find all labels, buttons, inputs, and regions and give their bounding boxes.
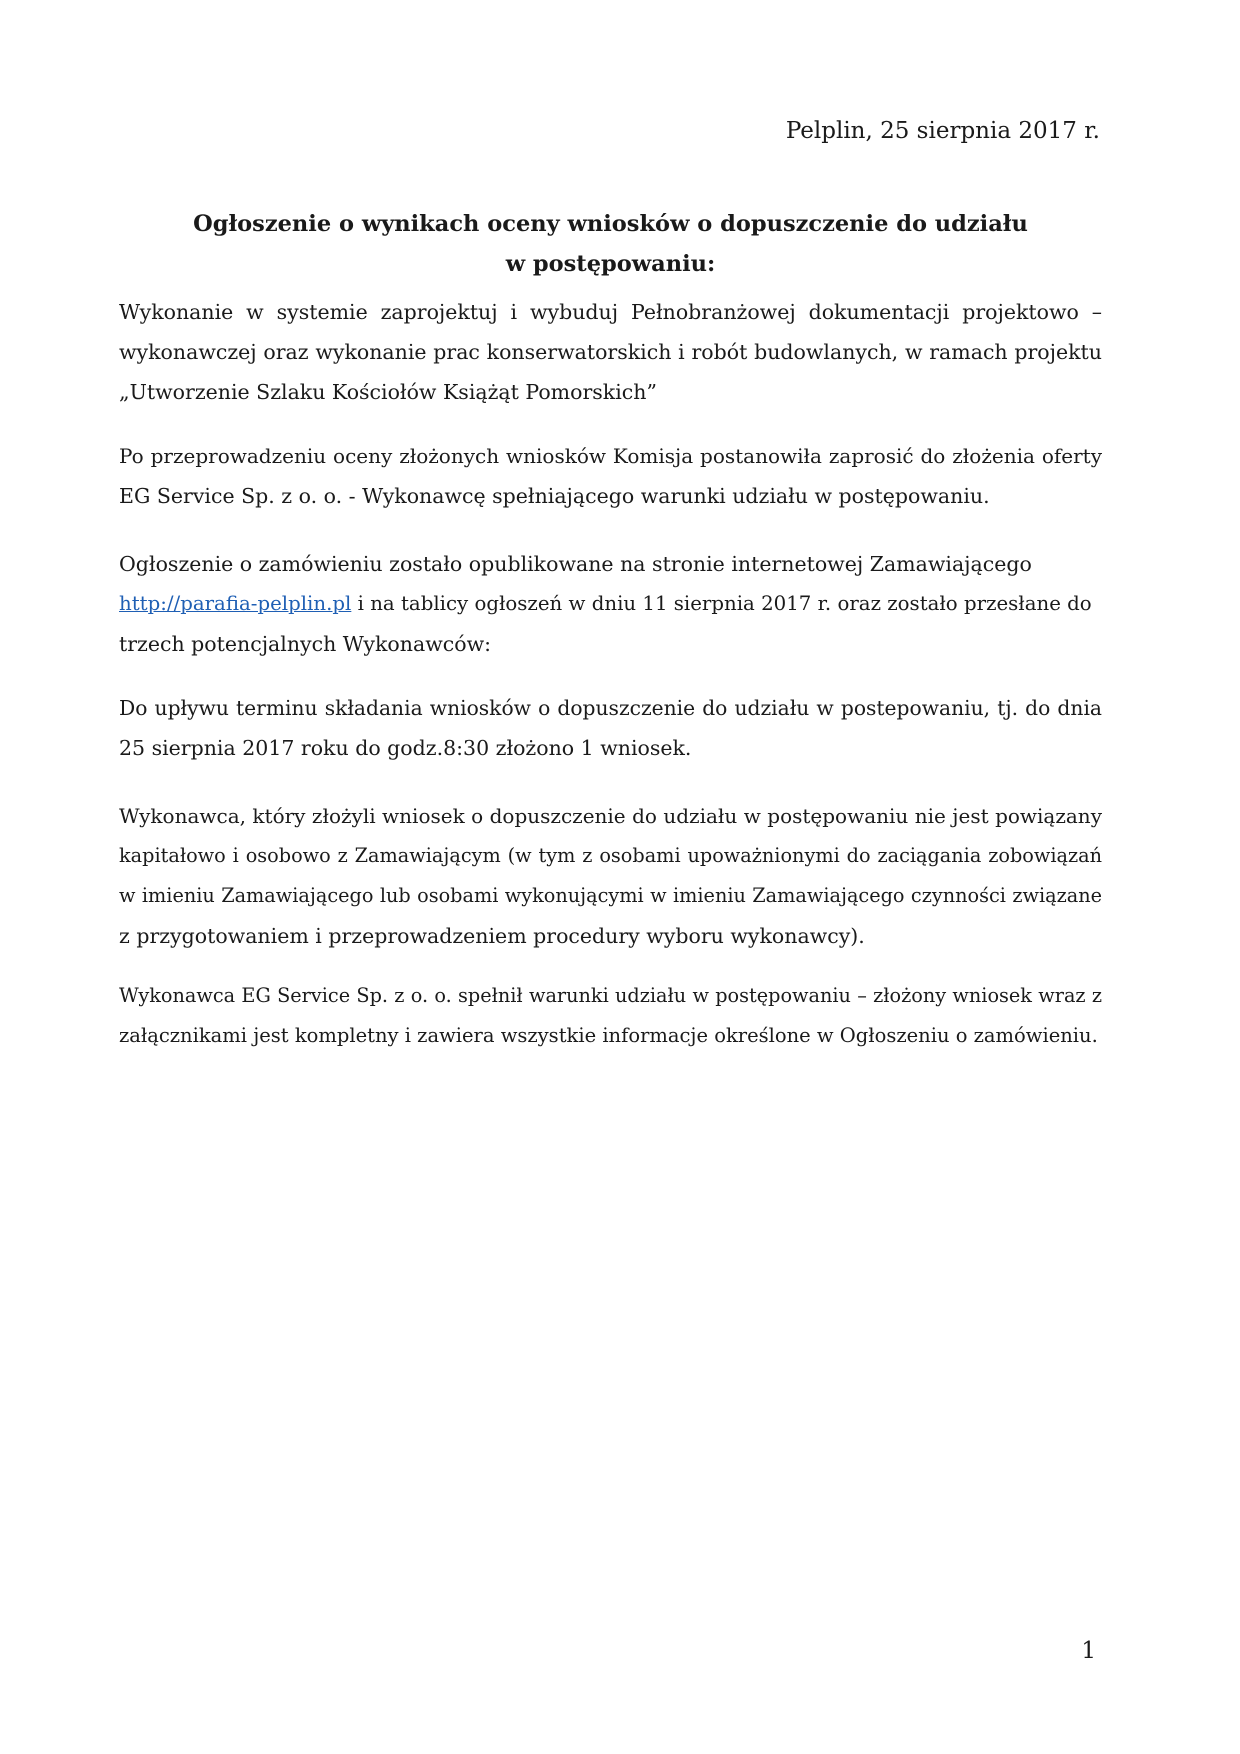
title-line-2: w postępowaniu: [505, 251, 716, 277]
deadline-line-2: 25 sierpnia 2017 roku do godz.8:30 złożono 1 wniosek. [119, 736, 692, 760]
title-line-1: Ogłoszenie o wynikach oceny wniosków o dopuszczenie do udziału [193, 211, 1028, 237]
decision-paragraph [119, 436, 1102, 516]
publication-paragraph [119, 544, 1102, 664]
page-number: 1 [1081, 1638, 1096, 1664]
publication-line-1: Ogłoszenie o zamówieniu zostało opublikowane na stronie internetowej Zamawiającego [119, 552, 1032, 576]
subject-line-2: wykonawczej oraz wykonanie prac konserwatorskich i robót budowlanych, w ramach projektu [119, 340, 1102, 364]
relations-paragraph [119, 796, 1102, 956]
document-title [119, 204, 1102, 284]
deadline-line-1: Do upływu terminu składania wniosków o dopuszczenie do udziału w postepowaniu, tj. do dnia [119, 696, 1102, 720]
relations-line-3: w imieniu Zamawiającego lub osobami wykonującymi w imieniu Zamawiającego czynności związane [119, 884, 1102, 907]
deadline-paragraph [119, 688, 1102, 768]
subject-paragraph [119, 292, 1102, 412]
subject-line-1: Wykonanie w systemie zaprojektuj i wybuduj Pełnobranżowej dokumentacji projektowo – [119, 300, 1102, 324]
conclusion-line-2: załącznikami jest kompletny i zawiera wszystkie informacje określone w Ogłoszeniu o zamówieniu. [119, 1024, 1098, 1047]
conclusion-line-1: Wykonawca EG Service Sp. z o. o. spełnił warunki udziału w postępowaniu – złożony wniosek wraz z [119, 984, 1102, 1007]
conclusion-paragraph [119, 976, 1102, 1056]
relations-line-4: z przygotowaniem i przeprowadzeniem procedury wyboru wykonawcy). [119, 924, 865, 948]
relations-line-2: kapitałowo i osobowo z Zamawiającym (w tym z osobami upoważnionymi do zaciągania zobowiązań [119, 844, 1102, 867]
decision-line-1: Po przeprowadzeniu oceny złożonych wniosków Komisja postanowiła zaprosić do złożenia oferty [119, 444, 1102, 468]
relations-line-1: Wykonawca, który złożyli wniosek o dopuszczenie do udziału w postępowaniu nie jest powiązany [119, 804, 1102, 828]
parafia-website-link[interactable]: http://parafia-pelplin.pl [119, 592, 352, 615]
date-line: Pelplin, 25 sierpnia 2017 r. [785, 118, 1100, 144]
decision-line-2: EG Service Sp. z o. o. - Wykonawcę spełniającego warunki udziału w postępowaniu. [119, 484, 990, 508]
publication-line-3: trzech potencjalnych Wykonawców: [119, 632, 492, 656]
publication-line-2-rest: i na tablicy ogłoszeń w dniu 11 sierpnia 2017 r. oraz zostało przesłane do [351, 592, 1092, 615]
subject-line-3: „Utworzenie Szlaku Kościołów Książąt Pomorskich” [119, 380, 657, 404]
publication-line-2 [119, 584, 1102, 624]
